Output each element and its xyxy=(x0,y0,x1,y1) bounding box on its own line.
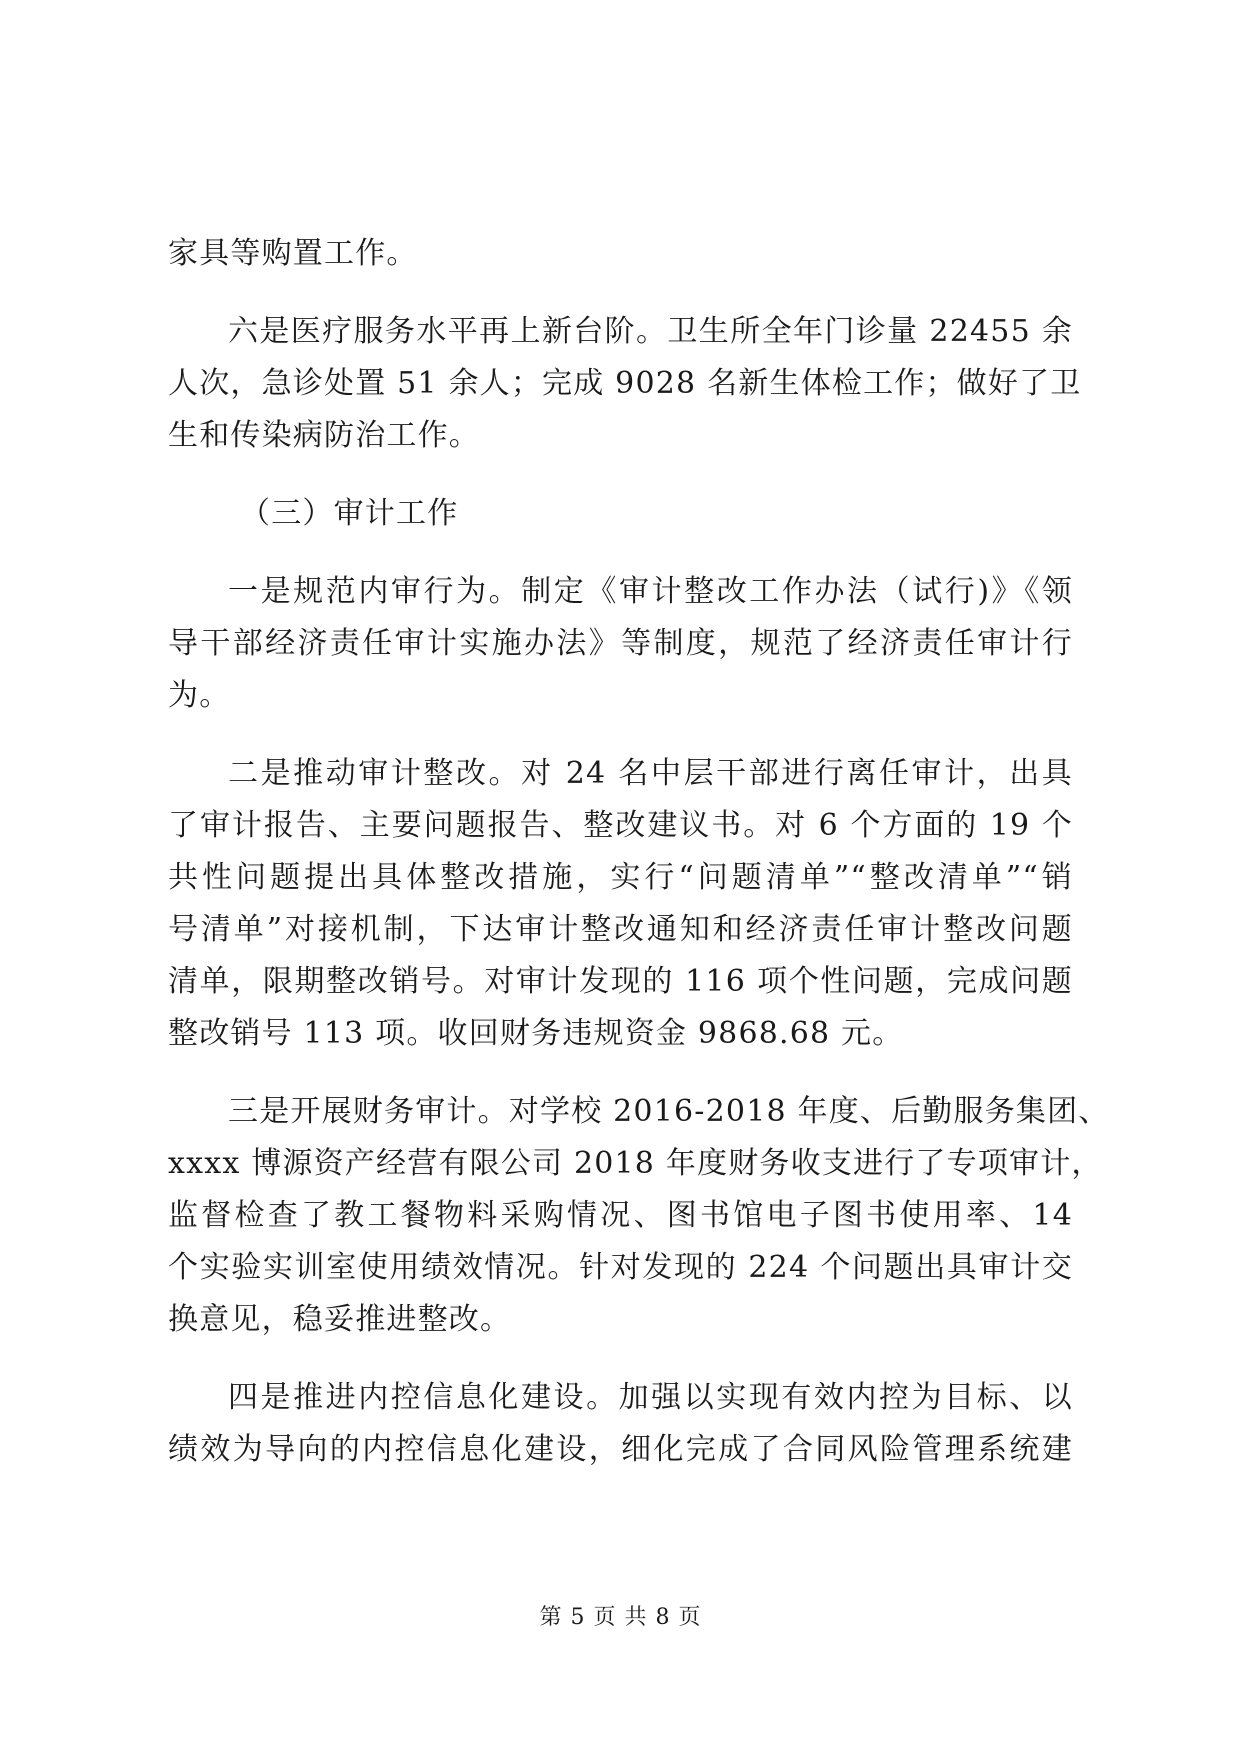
paragraph-line: 换意见，稳妥推进整改。 xyxy=(168,1302,512,1337)
section-heading: （三）审计工作 xyxy=(240,496,459,531)
paragraph-gap xyxy=(168,540,1073,566)
paragraph-line: 六是医疗服务水平再上新台阶。卫生所全年门诊量 22455 余 xyxy=(228,314,1073,349)
paragraph-line: 导干部经济责任审计实施办法》等制度，规范了经济责任审计行 xyxy=(168,626,1073,661)
paragraph-gap xyxy=(168,462,1073,488)
paragraph-line: 四是推进内控信息化建设。加强以实现有效内控为目标、以 xyxy=(228,1380,1073,1415)
paragraph-line: 生和传染病防治工作。 xyxy=(168,418,480,453)
paragraph-gap xyxy=(168,1346,1073,1372)
paragraph-line: 整改销号 113 项。收回财务违规资金 9868.68 元。 xyxy=(168,1016,904,1051)
paragraph-line: 一是规范内审行为。制定《审计整改工作办法（试行)》《领 xyxy=(228,574,1073,609)
paragraph-line: 为。 xyxy=(168,678,231,713)
paragraph-line: 家具等购置工作。 xyxy=(168,236,418,271)
page-number-footer: 第 5 页 共 8 页 xyxy=(539,1605,702,1630)
paragraph-line: xxxx 博源资产经营有限公司 2018 年度财务收支进行了专项审计， xyxy=(168,1146,1103,1181)
paragraph-line: 共性问题提出具体整改措施，实行“问题清单”“整改清单”“销 xyxy=(168,860,1073,895)
paragraph-line: 清单，限期整改销号。对审计发现的 116 项个性问题，完成问题 xyxy=(168,964,1073,999)
document-body xyxy=(168,228,1110,1476)
paragraph-line: 二是推动审计整改。对 24 名中层干部进行离任审计，出具 xyxy=(228,756,1073,791)
paragraph-gap xyxy=(168,1060,1073,1086)
paragraph-line: 了审计报告、主要问题报告、整改建议书。对 6 个方面的 19 个 xyxy=(168,808,1073,843)
paragraph-line: 三是开展财务审计。对学校 2016-2018 年度、后勤服务集团、 xyxy=(228,1094,1110,1129)
paragraph-line: 监督检查了教工餐物料采购情况、图书馆电子图书使用率、14 xyxy=(168,1198,1073,1233)
paragraph-line: 号清单”对接机制，下达审计整改通知和经济责任审计整改问题 xyxy=(168,912,1073,947)
paragraph-line: 人次，急诊处置 51 余人；完成 9028 名新生体检工作；做好了卫 xyxy=(168,366,1082,401)
paragraph-gap xyxy=(168,280,1073,306)
paragraph-line: 绩效为导向的内控信息化建设，细化完成了合同风险管理系统建 xyxy=(168,1432,1073,1467)
paragraph-line: 个实验实训室使用绩效情况。针对发现的 224 个问题出具审计交 xyxy=(168,1250,1073,1285)
paragraph-gap xyxy=(168,722,1073,748)
